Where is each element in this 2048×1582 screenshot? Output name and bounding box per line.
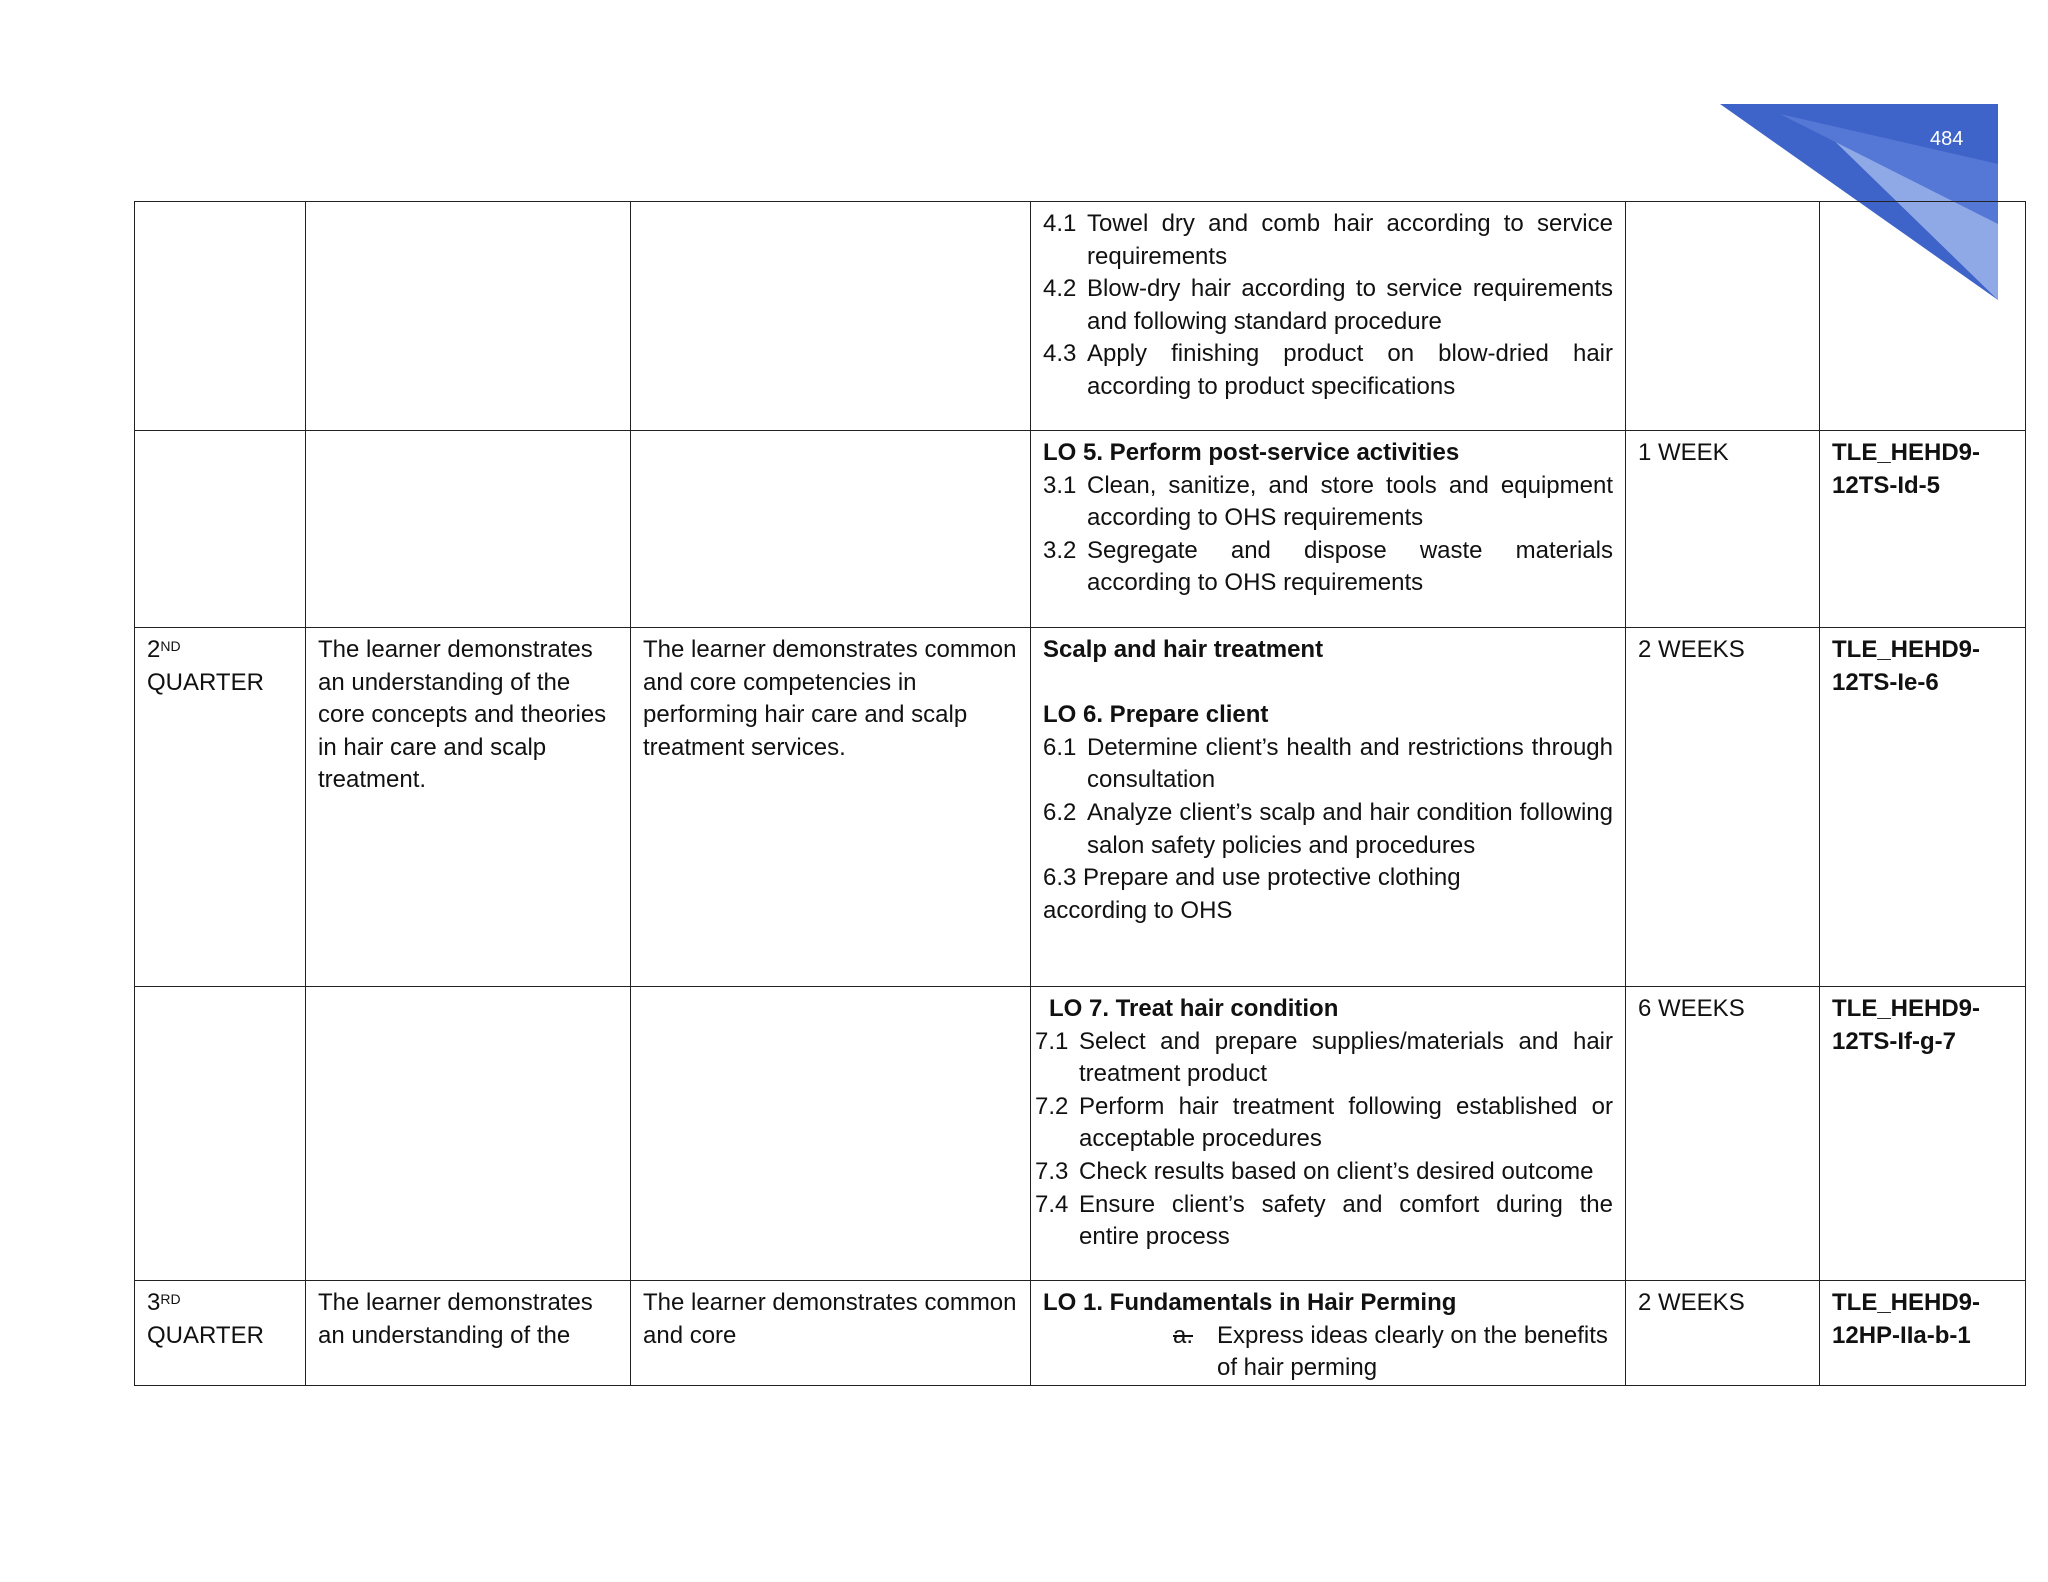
competency-item: 7.2 Perform hair treatment following established or acceptable procedures: [1035, 1092, 1613, 1153]
curriculum-table: [134, 201, 2026, 1386]
competency-item: 6.3 Prepare and use protective clothing according to OHS: [1043, 864, 1461, 924]
page-number: 484: [1930, 128, 1964, 150]
content-standard-cell: [306, 987, 631, 1281]
competency-item: 3.2 Segregate and dispose waste materials according to OHS requirements: [1043, 536, 1613, 597]
performance-standard-cell: [631, 431, 1031, 628]
competency-item: 6.2 Analyze client’s scalp and hair condition following salon safety policies and procedures: [1043, 798, 1613, 859]
competency-item: 4.3 Apply finishing product on blow-dried hair according to product specifications: [1043, 340, 1613, 400]
quarter-number: 3: [147, 1289, 161, 1316]
code-cell: TLE_HEHD9-12TS-If-g-7: [1820, 987, 2026, 1281]
table-row: [135, 1281, 2026, 1386]
table-row: [135, 202, 2026, 431]
learning-competencies-cell: [1031, 628, 1626, 987]
table-row: [135, 431, 2026, 628]
spacer: [1043, 667, 1613, 700]
lo-title: LO 5. Perform post-service activities: [1043, 439, 1460, 466]
duration-cell: 2 WEEKS: [1626, 1281, 1820, 1386]
quarter-cell: [135, 202, 306, 431]
content-standard-cell: [306, 431, 631, 628]
performance-standard-cell: [631, 202, 1031, 431]
competency-item: 4.1 Towel dry and comb hair according to service requirements: [1043, 210, 1613, 270]
lo-title: LO 7. Treat hair condition: [1049, 995, 1339, 1022]
lo-title: LO 1. Fundamentals in Hair Perming: [1043, 1289, 1457, 1316]
competency-item: a. Express ideas clearly on the benefits of hair perming: [1173, 1321, 1608, 1382]
duration-cell: 6 WEEKS: [1626, 987, 1820, 1281]
competency-item: 7.3 Check results based on client’s desired outcome: [1035, 1157, 1594, 1185]
quarter-cell: [135, 431, 306, 628]
quarter-cell: [135, 987, 306, 1281]
code-cell: TLE_HEHD9-12HP-IIa-b-1: [1820, 1281, 2026, 1386]
learning-competencies-cell: [1031, 987, 1626, 1281]
duration-cell: [1626, 202, 1820, 431]
code-cell: [1820, 202, 2026, 431]
competency-item: 7.4 Ensure client’s safety and comfort during the entire process: [1035, 1190, 1613, 1251]
content-standard-cell: The learner demonstrates an understanding of the: [306, 1281, 631, 1386]
code-cell: TLE_HEHD9-12TS-Id-5: [1820, 431, 2026, 628]
competency-item: 3.1 Clean, sanitize, and store tools and equipment according to OHS requirements: [1043, 471, 1613, 532]
content-standard-cell: The learner demonstrates an understanding of the core concepts and theories in hair care and scalp treatment.: [306, 628, 631, 987]
table-row: [135, 987, 2026, 1281]
quarter-suffix: RD: [160, 1291, 181, 1307]
quarter-label: QUARTER: [147, 668, 264, 696]
competency-item: 6.1 Determine client’s health and restrictions through consultation: [1043, 733, 1613, 794]
learning-competencies-cell: [1031, 431, 1626, 628]
quarter-number: 2: [147, 636, 161, 663]
quarter-cell: [135, 628, 306, 987]
competency-item: 4.2 Blow-dry hair according to service requirements and following standard procedure: [1043, 275, 1613, 335]
table-row: [135, 628, 2026, 987]
learning-competencies-cell: [1031, 1281, 1626, 1386]
section-heading: Scalp and hair treatment: [1043, 636, 1324, 663]
performance-standard-cell: The learner demonstrates common and core: [631, 1281, 1031, 1386]
quarter-label: QUARTER: [147, 1321, 264, 1349]
performance-standard-cell: The learner demonstrates common and core competencies in performing hair care and scalp treatment services.: [631, 628, 1031, 987]
learning-competencies-cell: [1031, 202, 1626, 431]
duration-cell: 1 WEEK: [1626, 431, 1820, 628]
content-standard-cell: [306, 202, 631, 431]
performance-standard-cell: [631, 987, 1031, 1281]
lo-title: LO 6. Prepare client: [1043, 701, 1269, 729]
quarter-cell: [135, 1281, 306, 1386]
code-cell: TLE_HEHD9-12TS-Ie-6: [1820, 628, 2026, 987]
duration-cell: 2 WEEKS: [1626, 628, 1820, 987]
competency-item: 7.1 Select and prepare supplies/materials and hair treatment product: [1035, 1027, 1613, 1088]
quarter-suffix: ND: [160, 638, 181, 654]
